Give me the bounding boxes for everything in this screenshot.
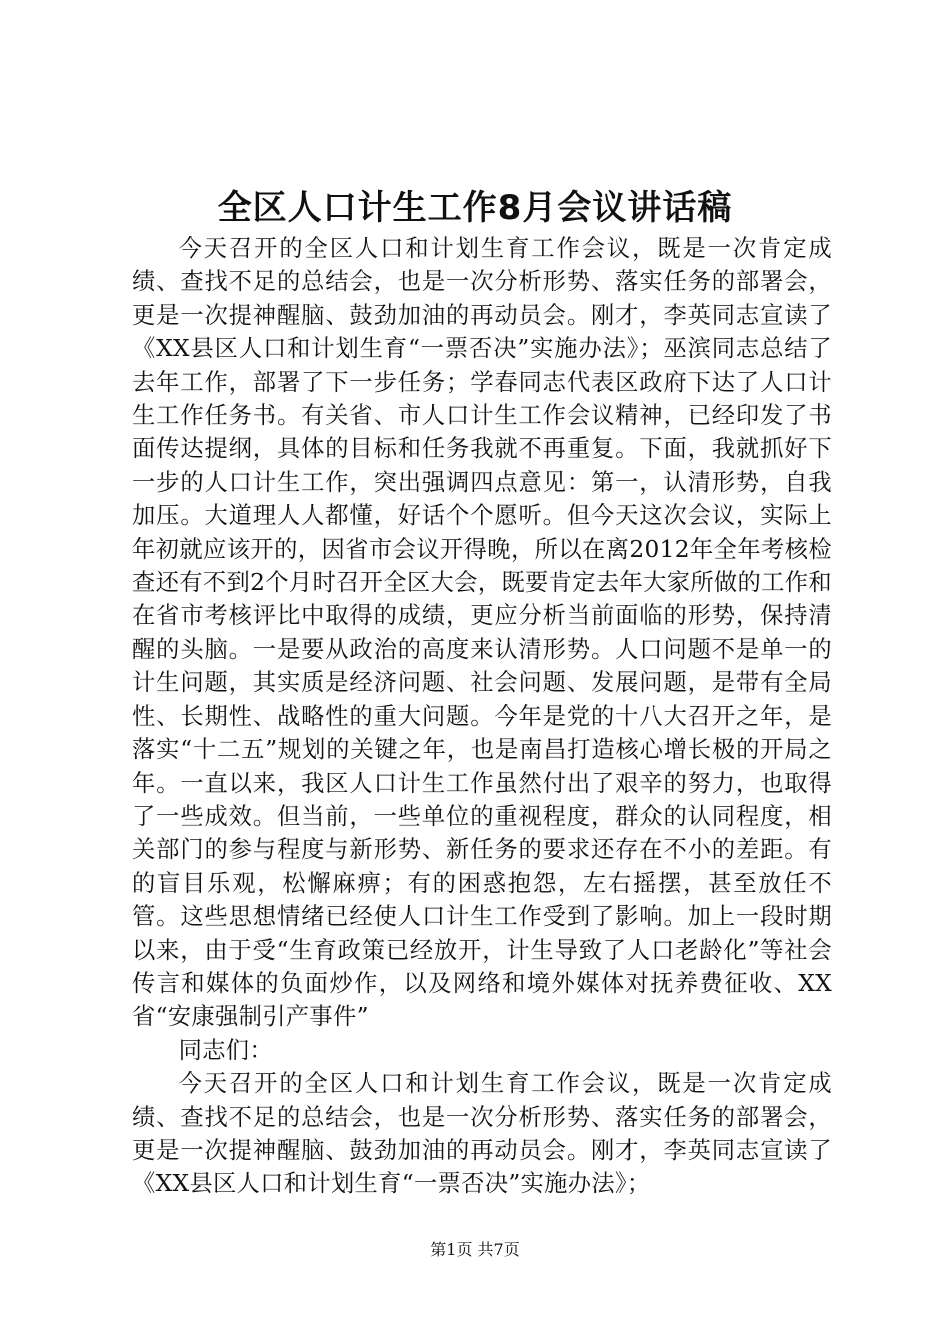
salutation-paragraph: 同志们： <box>178 1036 273 1064</box>
document-body <box>132 232 832 1201</box>
page-number-footer: 第1页 共7页 <box>430 1240 520 1259</box>
body-paragraph-2: 今天召开的全区人口和计划生育工作会议，既是一次肯定成绩、查找不足的总结会，也是一次分析形势、落实任务的部署会，更是一次提神醒脑、鼓劲加油的再动员会。刚才，李英同志宣读了《XX县区人口和计划生育“一票否决”实施办法》； <box>132 1070 832 1198</box>
document-title: 全区人口计生工作8月会议讲话稿 <box>217 188 733 228</box>
body-paragraph-1: 今天召开的全区人口和计划生育工作会议，既是一次肯定成绩、查找不足的总结会，也是一次分析形势、落实任务的部署会，更是一次提神醒脑、鼓劲加油的再动员会。刚才，李英同志宣读了《XX县区人口和计划生育“一票否决”实施办法》；巫滨同志总结了去年工作，部署了下一步任务；学春同志代表区政府下达了人口计生工作任务书。有关省、市人口计生工作会议精神，已经印发了书面传达提纲，具体的目标和任务我就不再重复。下面，我就抓好下一步的人口计生工作，突出强调四点意见：第一，认清形势，自我加压。大道理人人都懂，好话个个愿听。但今天这次会议，实际上年初就应该开的，因省市会议开得晚，所以在离2012年全年考核检查还有不到2个月时召开全区大会，既要肯定去年大家所做的工作和在省市考核评比中取得的成绩，更应分析当前面临的形势，保持清醒的头脑。一是要从政治的高度来认清形势。人口问题不是单一的计生问题，其实质是经济问题、社会问题、发展问题，是带有全局性、长期性、战略性的重大问题。今年是党的十八大召开之年，是落实“十二五”规划的关键之年，也是南昌打造核心增长极的开局之年。一直以来，我区人口计生工作虽然付出了艰辛的努力，也取得了一些成效。但当前，一些单位的重视程度，群众的认同程度，相关部门的参与程度与新形势、新任务的要求还存在不小的差距。有的盲目乐观，松懈麻痹；有的困惑抱怨，左右摇摆，甚至放任不管。这些思想情绪已经使人口计生工作受到了影响。加上一段时期以来，由于受“生育政策已经放开，计生导致了人口老龄化”等社会传言和媒体的负面炒作，以及网络和境外媒体对抚养费征收、XX省“安康强制引产事件” <box>132 235 832 1031</box>
